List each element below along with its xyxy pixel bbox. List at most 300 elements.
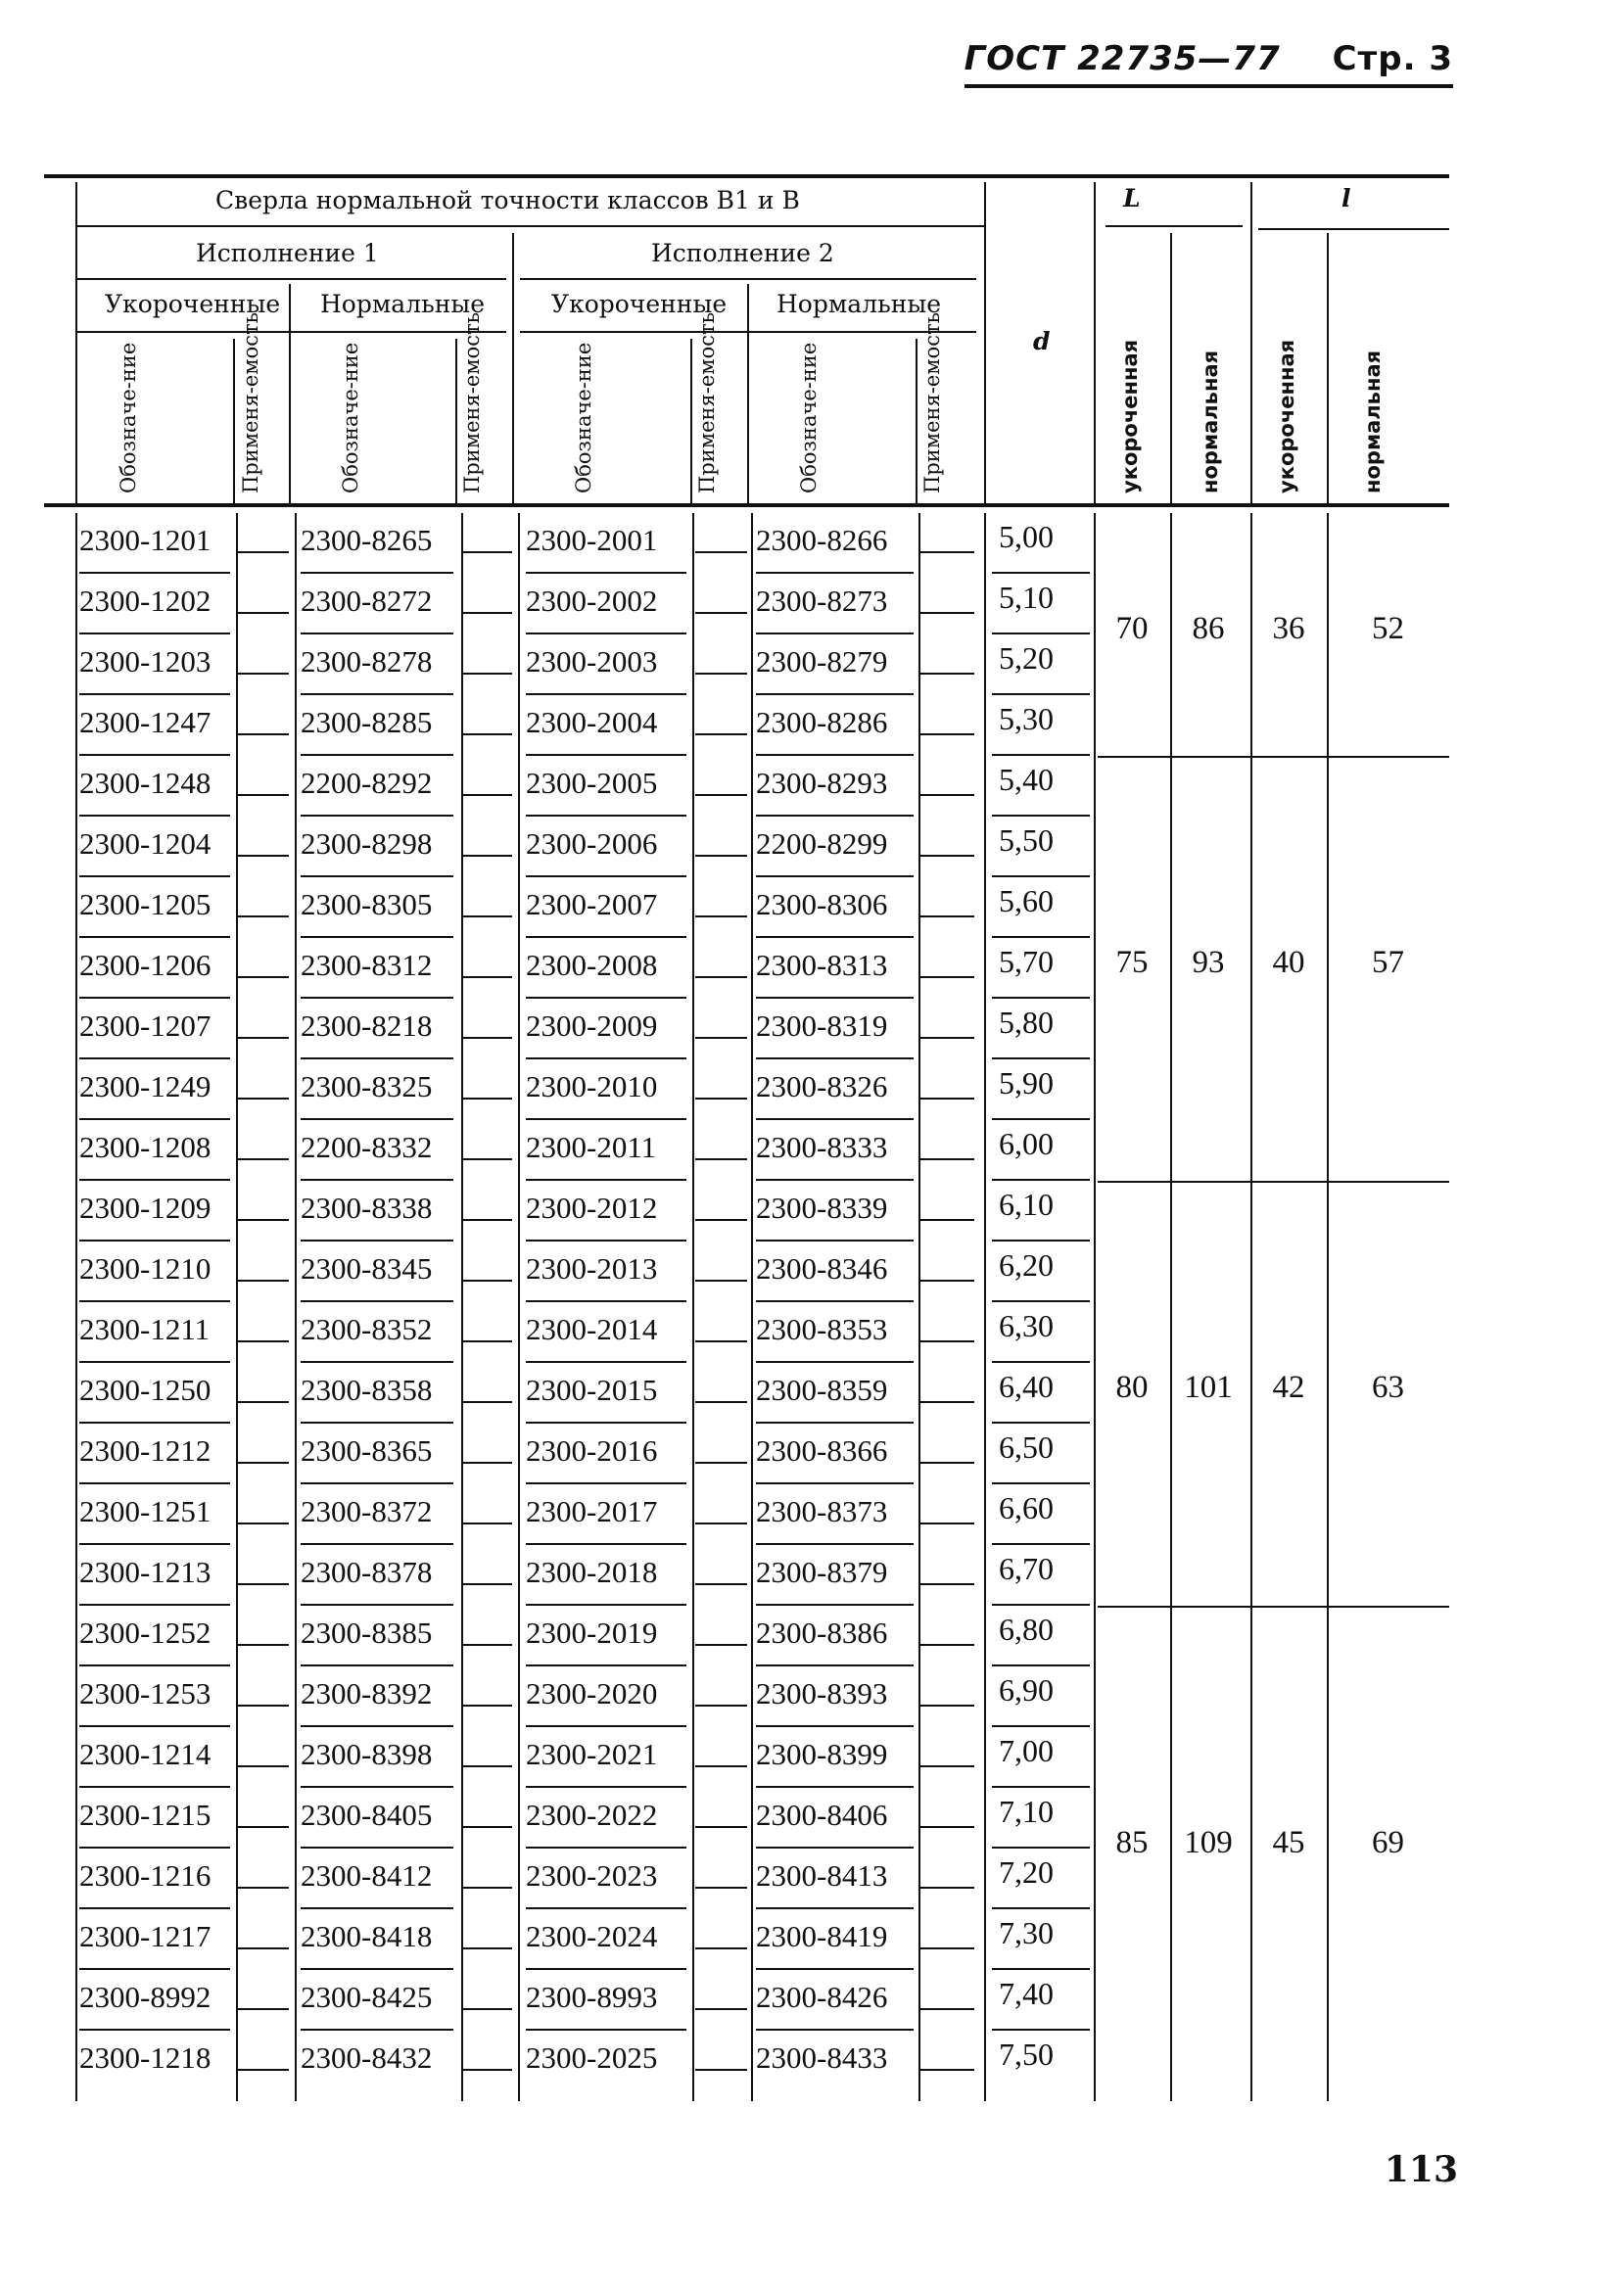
row-rule <box>756 997 914 999</box>
designation-cell: 2300-2013 <box>526 1251 658 1286</box>
applicability-dash <box>695 2008 747 2010</box>
designation-cell: 2300-2017 <box>526 1494 658 1528</box>
diameter-cell: 7,00 <box>999 1733 1054 1768</box>
designation-cell: 2300-1252 <box>79 1616 212 1650</box>
designation-cell: 2200-8299 <box>756 826 888 861</box>
applicability-dash <box>695 673 747 675</box>
row-rule <box>756 1179 914 1181</box>
row-rule <box>526 1968 686 1970</box>
applicability-dash <box>920 1826 974 1828</box>
applicability-dash <box>238 1158 289 1160</box>
row-rule <box>526 1847 686 1849</box>
row-rule <box>301 1240 453 1242</box>
row-rule <box>301 572 453 574</box>
applicability-dash <box>463 915 512 917</box>
v1-short-label: Укороченные <box>105 290 281 318</box>
row-rule <box>756 633 914 634</box>
row-rule <box>301 2029 453 2031</box>
applicability-dash <box>695 1705 747 1707</box>
applicability-dash <box>920 1037 974 1039</box>
v2-normal-applicability-header: Применя-емость <box>920 311 944 493</box>
length-value: 42 <box>1272 1370 1305 1405</box>
row-rule <box>992 1604 1090 1606</box>
applicability-dash <box>463 673 512 675</box>
length-value: 85 <box>1115 1825 1149 1860</box>
L-rule <box>1106 225 1243 227</box>
L-normal-header: нормальная <box>1199 350 1222 493</box>
row-rule <box>526 1604 686 1606</box>
row-rule <box>992 1361 1090 1363</box>
designation-cell: 2300-8358 <box>301 1373 433 1407</box>
applicability-dash <box>463 1523 512 1524</box>
header-bottom-rule <box>44 503 1449 507</box>
length-value: 101 <box>1184 1370 1233 1405</box>
v1-short-applicability-header: Применя-емость <box>239 311 262 493</box>
applicability-dash <box>463 1947 512 1949</box>
drill-specification-table <box>44 174 1449 2123</box>
variant2-rule <box>520 278 976 280</box>
designation-cell: 2300-8285 <box>301 705 433 739</box>
applicability-dash <box>238 1280 289 1282</box>
variant2-label: Исполнение 2 <box>651 239 834 267</box>
applicability-dash <box>695 2069 747 2071</box>
applicability-dash <box>238 673 289 675</box>
body-column-rule <box>692 513 694 2101</box>
v2-normal-label: Нормальные <box>776 290 942 318</box>
designation-cell: 2300-8265 <box>301 523 433 557</box>
designation-cell: 2300-8393 <box>756 1676 888 1710</box>
v2-short-label: Укороченные <box>551 290 728 318</box>
row-rule <box>79 1422 230 1424</box>
designation-cell: 2300-8306 <box>756 887 888 921</box>
designation-cell: 2300-8418 <box>301 1919 433 1953</box>
variant1-rule <box>75 278 506 280</box>
applicability-dash <box>920 1219 974 1221</box>
designation-cell: 2300-1206 <box>79 948 212 982</box>
diameter-cell: 7,50 <box>999 2037 1054 2072</box>
row-rule <box>756 1300 914 1302</box>
row-rule <box>79 1968 230 1970</box>
applicability-dash <box>238 794 289 796</box>
diameter-cell: 5,80 <box>999 1005 1054 1040</box>
group-rule <box>1098 756 1449 758</box>
designation-cell: 2300-2008 <box>526 948 658 982</box>
applicability-dash <box>463 1644 512 1646</box>
row-rule <box>301 1907 453 1909</box>
designation-cell: 2300-8365 <box>301 1433 433 1468</box>
row-rule <box>301 1118 453 1120</box>
length-value: 57 <box>1372 945 1404 980</box>
applicability-dash <box>238 1947 289 1949</box>
row-rule <box>526 997 686 999</box>
row-rule <box>992 1907 1090 1909</box>
designation-cell: 2300-8378 <box>301 1555 433 1589</box>
designation-cell: 2300-8345 <box>301 1251 433 1286</box>
designation-cell: 2300-8218 <box>301 1008 433 1043</box>
designation-cell: 2300-1204 <box>79 826 212 861</box>
applicability-dash <box>238 1644 289 1646</box>
row-rule <box>756 1907 914 1909</box>
diameter-cell: 6,30 <box>999 1308 1054 1343</box>
row-rule <box>992 1057 1090 1059</box>
applicability-dash <box>920 1462 974 1464</box>
row-rule <box>301 633 453 634</box>
v2-short-designation-header: Обозначе-ние <box>572 342 595 493</box>
diameter-cell: 6,80 <box>999 1612 1054 1647</box>
designation-cell: 2300-8405 <box>301 1798 433 1832</box>
row-rule <box>79 693 230 695</box>
row-rule <box>526 633 686 634</box>
row-rule <box>301 936 453 938</box>
applicability-dash <box>920 673 974 675</box>
designation-cell: 2300-8372 <box>301 1494 433 1528</box>
designation-cell: 2300-8413 <box>756 1858 888 1893</box>
applicability-dash <box>238 1037 289 1039</box>
designation-cell: 2300-8279 <box>756 644 888 679</box>
l-rule <box>1258 228 1449 230</box>
applicability-dash <box>463 1340 512 1342</box>
designation-cell: 2300-8325 <box>301 1069 433 1103</box>
table-left-rule <box>75 182 77 503</box>
l-short-header: укороченная <box>1275 339 1298 493</box>
applicability-dash <box>920 794 974 796</box>
v2-length-divider <box>747 284 749 503</box>
body-column-rule <box>1250 513 1252 2101</box>
applicability-dash <box>463 794 512 796</box>
row-rule <box>301 754 453 756</box>
designation-cell: 2300-2005 <box>526 766 658 800</box>
diameter-cell: 5,20 <box>999 640 1054 676</box>
row-rule <box>79 1725 230 1727</box>
row-rule <box>301 1482 453 1484</box>
diameter-cell: 6,40 <box>999 1369 1054 1404</box>
applicability-dash <box>238 1523 289 1524</box>
row-rule <box>79 1179 230 1181</box>
applicability-dash <box>920 733 974 735</box>
designation-cell: 2300-2025 <box>526 2040 658 2075</box>
diameter-cell: 5,40 <box>999 762 1054 797</box>
applicability-dash <box>695 551 747 553</box>
applicability-dash <box>695 1280 747 1282</box>
row-rule <box>79 1240 230 1242</box>
applicability-dash <box>463 1765 512 1767</box>
applicability-dash <box>238 915 289 917</box>
row-rule <box>992 1968 1090 1970</box>
diameter-cell: 6,20 <box>999 1247 1054 1283</box>
applicability-dash <box>695 1826 747 1828</box>
body-column-rule <box>75 513 77 2101</box>
row-rule <box>301 1361 453 1363</box>
diameter-cell: 6,00 <box>999 1126 1054 1161</box>
row-rule <box>756 1604 914 1606</box>
body-column-rule <box>1170 513 1172 2101</box>
L-left-rule <box>1094 182 1096 503</box>
applicability-dash <box>920 1401 974 1403</box>
applicability-dash <box>920 976 974 978</box>
designation-cell: 2300-8273 <box>756 584 888 618</box>
designation-cell: 2300-2003 <box>526 644 658 679</box>
diameter-cell: 6,90 <box>999 1672 1054 1708</box>
applicability-dash <box>463 1583 512 1585</box>
designation-cell: 2300-8312 <box>301 948 433 982</box>
designation-cell: 2300-1202 <box>79 584 212 618</box>
applicability-dash <box>920 1280 974 1282</box>
applicability-dash <box>695 1523 747 1524</box>
diameter-cell: 5,70 <box>999 944 1054 979</box>
designation-cell: 2300-1213 <box>79 1555 212 1589</box>
applicability-dash <box>920 1765 974 1767</box>
applicability-dash <box>695 733 747 735</box>
diameter-cell: 5,90 <box>999 1065 1054 1101</box>
applicability-dash <box>238 1826 289 1828</box>
table-top-rule <box>44 174 1449 178</box>
designation-cell: 2300-8352 <box>301 1312 433 1346</box>
diameter-cell: 5,30 <box>999 701 1054 736</box>
row-rule <box>756 875 914 877</box>
designation-cell: 2300-8433 <box>756 2040 888 2075</box>
sub-divider-1 <box>233 339 235 503</box>
row-rule <box>301 1725 453 1727</box>
designation-cell: 2300-8339 <box>756 1191 888 1225</box>
designation-cell: 2300-8266 <box>756 523 888 557</box>
row-rule <box>526 1057 686 1059</box>
row-rule <box>526 815 686 817</box>
length-value: 69 <box>1372 1825 1404 1860</box>
row-rule <box>301 815 453 817</box>
designation-cell: 2300-8425 <box>301 1980 433 2014</box>
row-rule <box>79 1300 230 1302</box>
designation-cell: 2300-2012 <box>526 1191 658 1225</box>
designation-cell: 2300-2015 <box>526 1373 658 1407</box>
l-normal-header: нормальная <box>1361 350 1385 493</box>
title-rule <box>75 225 986 227</box>
applicability-dash <box>695 1644 747 1646</box>
row-rule <box>301 693 453 695</box>
row-rule <box>992 1240 1090 1242</box>
designation-cell: 2300-8426 <box>756 1980 888 2014</box>
designation-cell: 2300-1249 <box>79 1069 212 1103</box>
diameter-cell: 5,60 <box>999 883 1054 918</box>
row-rule <box>79 815 230 817</box>
designation-cell: 2300-1208 <box>79 1130 212 1164</box>
variant1-label: Исполнение 1 <box>196 239 379 267</box>
applicability-dash <box>920 1158 974 1160</box>
designation-cell: 2300-8272 <box>301 584 433 618</box>
designation-cell: 2300-1218 <box>79 2040 212 2075</box>
applicability-dash <box>695 1340 747 1342</box>
row-rule <box>79 1361 230 1363</box>
designation-cell: 2300-1251 <box>79 1494 212 1528</box>
row-rule <box>756 1664 914 1666</box>
l-header: l <box>1341 184 1351 212</box>
row-rule <box>756 1725 914 1727</box>
designation-cell: 2300-1207 <box>79 1008 212 1043</box>
applicability-dash <box>463 1401 512 1403</box>
row-rule <box>526 693 686 695</box>
v2-normal-designation-header: Обозначе-ние <box>797 342 821 493</box>
row-rule <box>79 1786 230 1788</box>
designation-cell: 2300-2019 <box>526 1616 658 1650</box>
row-rule <box>526 1907 686 1909</box>
v2-length-rule <box>520 331 976 333</box>
designation-cell: 2300-1248 <box>79 766 212 800</box>
row-rule <box>301 1664 453 1666</box>
applicability-dash <box>463 2008 512 2010</box>
applicability-dash <box>920 551 974 553</box>
standard-number: ГОСТ 22735—77 <box>964 39 1281 78</box>
diameter-cell: 7,20 <box>999 1854 1054 1890</box>
row-rule <box>79 1057 230 1059</box>
length-value: 75 <box>1115 945 1149 980</box>
body-column-rule <box>518 513 520 2101</box>
designation-cell: 2300-8353 <box>756 1312 888 1346</box>
row-rule <box>301 997 453 999</box>
designation-cell: 2300-8373 <box>756 1494 888 1528</box>
row-rule <box>756 1968 914 1970</box>
diameter-cell: 7,10 <box>999 1794 1054 1829</box>
designation-cell: 2300-1212 <box>79 1433 212 1468</box>
row-rule <box>301 1786 453 1788</box>
designation-cell: 2300-8392 <box>301 1676 433 1710</box>
length-value: 63 <box>1372 1370 1404 1405</box>
applicability-dash <box>238 1340 289 1342</box>
row-rule <box>526 2029 686 2031</box>
row-rule <box>526 936 686 938</box>
v1-length-rule <box>75 331 506 333</box>
designation-cell: 2300-8286 <box>756 705 888 739</box>
v1-length-divider <box>289 284 291 503</box>
body-column-rule <box>461 513 463 2101</box>
v1-normal-applicability-header: Применя-емость <box>460 311 484 493</box>
designation-cell: 2300-1209 <box>79 1191 212 1225</box>
row-rule <box>301 1300 453 1302</box>
applicability-dash <box>463 1219 512 1221</box>
v2-short-applicability-header: Применя-емость <box>695 311 719 493</box>
body-column-rule <box>1327 513 1329 2101</box>
row-rule <box>992 754 1090 756</box>
designation-cell: 2300-8412 <box>301 1858 433 1893</box>
applicability-dash <box>920 1523 974 1524</box>
applicability-dash <box>238 1401 289 1403</box>
row-rule <box>79 1118 230 1120</box>
applicability-dash <box>238 733 289 735</box>
applicability-dash <box>463 1098 512 1100</box>
applicability-dash <box>695 1947 747 1949</box>
page-header <box>965 39 1453 88</box>
designation-cell: 2300-8298 <box>301 826 433 861</box>
designation-cell: 2300-8385 <box>301 1616 433 1650</box>
applicability-dash <box>695 1765 747 1767</box>
applicability-dash <box>238 1583 289 1585</box>
body-column-rule <box>236 513 238 2101</box>
row-rule <box>301 1422 453 1424</box>
row-rule <box>756 1543 914 1545</box>
row-rule <box>992 1118 1090 1120</box>
row-rule <box>992 1847 1090 1849</box>
group-rule <box>1098 1606 1449 1608</box>
designation-cell: 2300-8305 <box>301 887 433 921</box>
applicability-dash <box>920 1887 974 1889</box>
row-rule <box>301 1543 453 1545</box>
designation-cell: 2300-8333 <box>756 1130 888 1164</box>
table-title: Сверла нормальной точности классов В1 и В <box>215 186 800 214</box>
applicability-dash <box>463 612 512 614</box>
applicability-dash <box>463 1158 512 1160</box>
applicability-dash <box>238 1765 289 1767</box>
row-rule <box>992 1543 1090 1545</box>
row-rule <box>301 1968 453 1970</box>
designation-cell: 2300-2014 <box>526 1312 658 1346</box>
applicability-dash <box>238 2069 289 2071</box>
row-rule <box>79 1543 230 1545</box>
row-rule <box>79 633 230 634</box>
row-rule <box>992 1422 1090 1424</box>
row-rule <box>526 1422 686 1424</box>
row-rule <box>301 1604 453 1606</box>
applicability-dash <box>695 1887 747 1889</box>
designation-cell: 2300-1217 <box>79 1919 212 1953</box>
applicability-dash <box>695 612 747 614</box>
designation-cell: 2300-2010 <box>526 1069 658 1103</box>
applicability-dash <box>238 2008 289 2010</box>
body-column-rule <box>1094 513 1096 2101</box>
row-rule <box>526 875 686 877</box>
row-rule <box>526 1543 686 1545</box>
designation-cell: 2300-8993 <box>526 1980 658 2014</box>
row-rule <box>756 1847 914 1849</box>
designation-cell: 2300-2001 <box>526 523 658 557</box>
designation-cell: 2300-2022 <box>526 1798 658 1832</box>
applicability-dash <box>920 1098 974 1100</box>
row-rule <box>992 1725 1090 1727</box>
applicability-dash <box>238 1098 289 1100</box>
applicability-dash <box>920 1705 974 1707</box>
row-rule <box>992 1300 1090 1302</box>
designation-cell: 2300-2006 <box>526 826 658 861</box>
applicability-dash <box>920 915 974 917</box>
row-rule <box>992 875 1090 877</box>
length-value: 36 <box>1272 611 1305 646</box>
diameter-cell: 6,10 <box>999 1187 1054 1222</box>
applicability-dash <box>920 1583 974 1585</box>
length-value: 45 <box>1272 1825 1305 1860</box>
applicability-dash <box>463 1037 512 1039</box>
row-rule <box>526 1725 686 1727</box>
applicability-dash <box>695 1037 747 1039</box>
applicability-dash <box>238 1219 289 1221</box>
diameter-cell: 7,30 <box>999 1915 1054 1950</box>
designation-cell: 2300-8379 <box>756 1555 888 1589</box>
applicability-dash <box>463 1705 512 1707</box>
designation-cell: 2300-2004 <box>526 705 658 739</box>
applicability-dash <box>238 855 289 857</box>
row-rule <box>526 754 686 756</box>
applicability-dash <box>463 855 512 857</box>
designation-cell: 2300-8313 <box>756 948 888 982</box>
variant-divider <box>512 233 514 503</box>
row-rule <box>992 1179 1090 1181</box>
diameter-cell: 6,50 <box>999 1429 1054 1465</box>
row-rule <box>992 1664 1090 1666</box>
row-rule <box>756 1482 914 1484</box>
sub-divider-4 <box>916 339 918 503</box>
row-rule <box>79 1847 230 1849</box>
applicability-dash <box>695 1219 747 1221</box>
designation-cell: 2200-8332 <box>301 1130 433 1164</box>
applicability-dash <box>463 976 512 978</box>
row-rule <box>301 1057 453 1059</box>
applicability-dash <box>238 1705 289 1707</box>
